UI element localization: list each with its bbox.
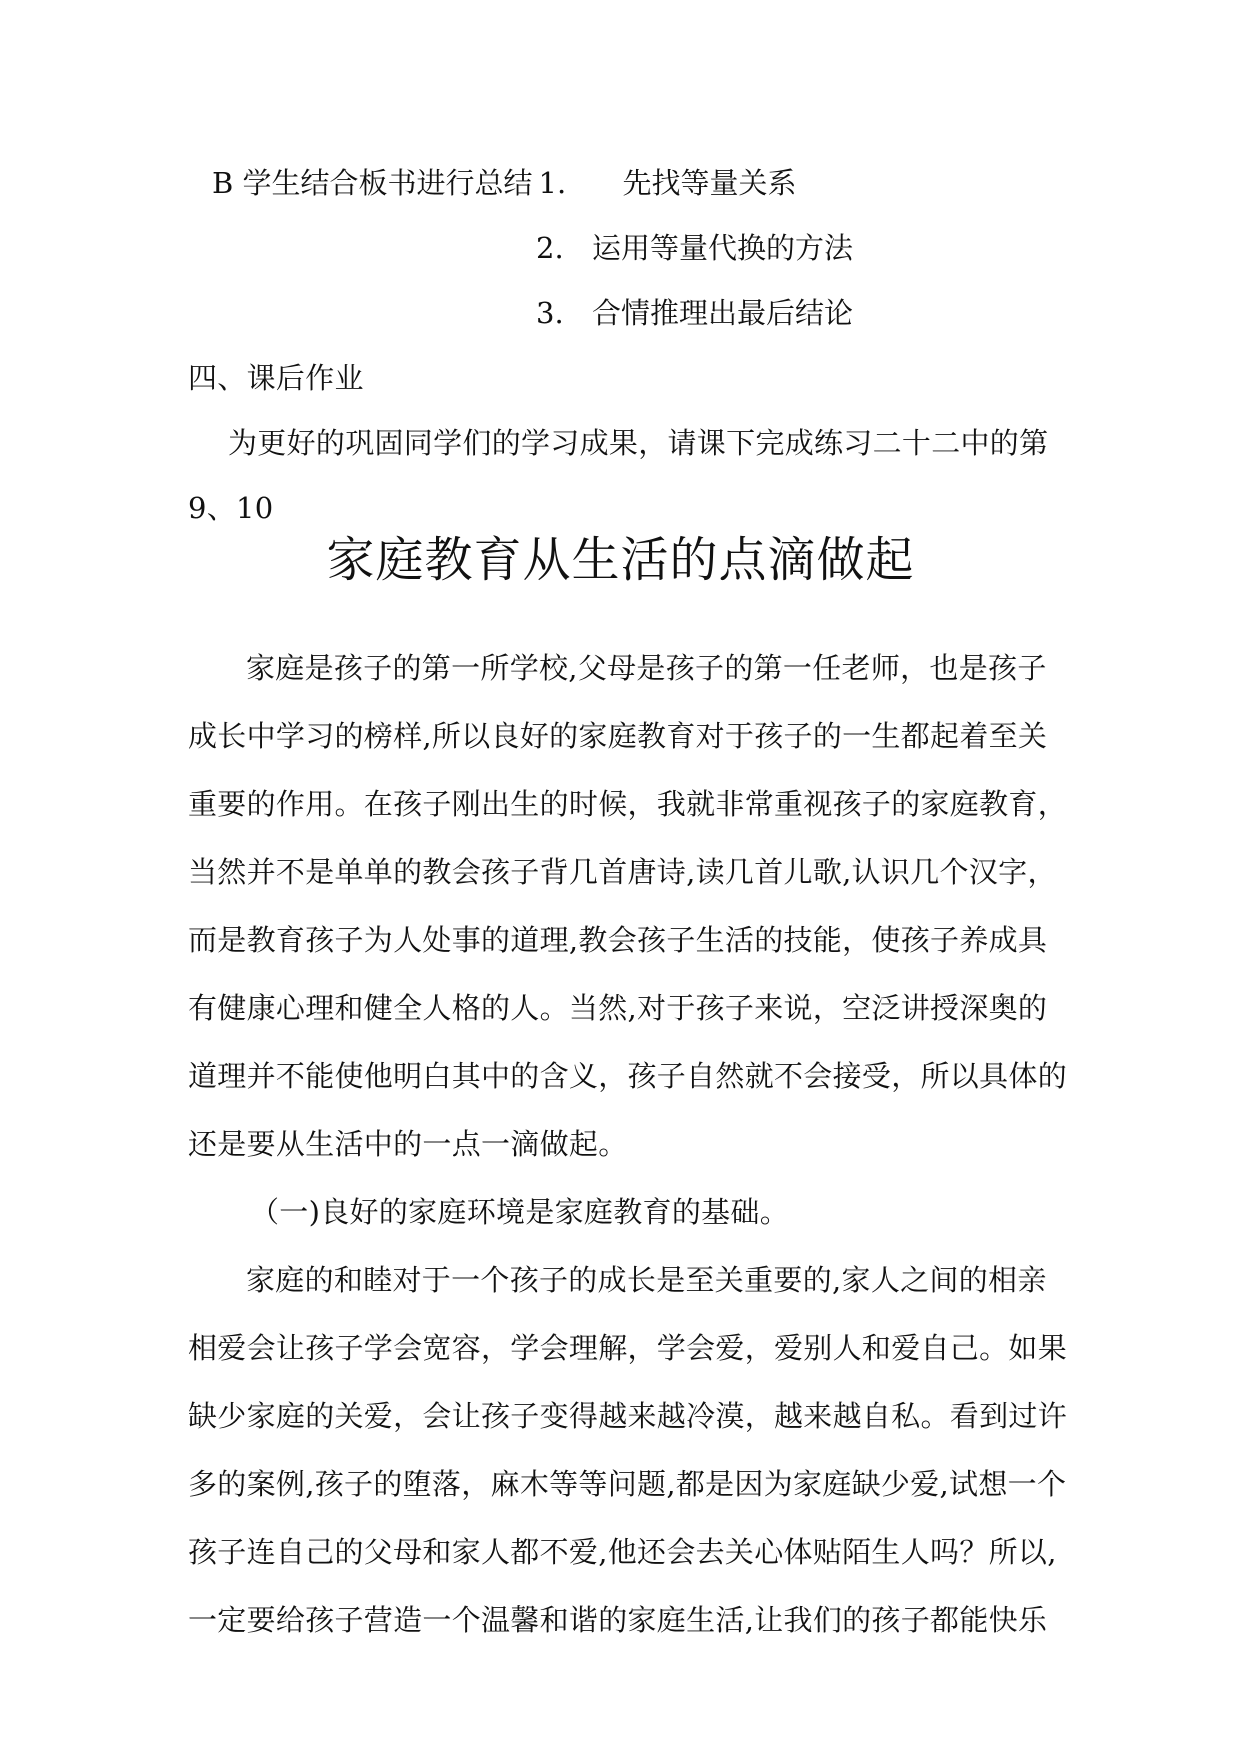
- article-line: 家庭的和睦对于一个孩子的成长是至关重要的,家人之间的相亲: [246, 1263, 1047, 1297]
- homework-line: 9、10: [188, 491, 274, 525]
- article-line: 缺少家庭的关爱，会让孩子变得越来越冷漠，越来越自私。看到过许: [188, 1399, 1068, 1433]
- article-title: 家庭教育从生活的点滴做起: [326, 532, 915, 588]
- section-heading: （一)良好的家庭环境是家庭教育的基础。: [250, 1195, 790, 1229]
- article-line: 有健康心理和健全人格的人。当然,对于孩子来说，空泛讲授深奥的: [188, 991, 1048, 1025]
- article-line: 成长中学习的榜样,所以良好的家庭教育对于孩子的一生都起着至关: [188, 719, 1048, 753]
- summary-item-number: 1.: [538, 166, 567, 200]
- article-line: 孩子连自己的父母和家人都不爱,他还会去关心体贴陌生人吗？所以,: [188, 1535, 1057, 1569]
- homework-line: 为更好的巩固同学们的学习成果，请课下完成练习二十二中的第: [228, 426, 1049, 460]
- summary-row-3: [536, 293, 853, 333]
- summary-row-2: [536, 228, 853, 268]
- summary-row-1: [212, 163, 797, 203]
- article-line: 而是教育孩子为人处事的道理,教会孩子生活的技能，使孩子养成具: [188, 923, 1048, 957]
- summary-item-number: 2.: [536, 231, 564, 265]
- article-line: 家庭是孩子的第一所学校,父母是孩子的第一任老师，也是孩子: [246, 651, 1047, 685]
- summary-item-text: 先找等量关系: [622, 166, 797, 200]
- summary-item-number: 3.: [536, 296, 564, 330]
- article-line: 一定要给孩子营造一个温馨和谐的家庭生活,让我们的孩子都能快乐: [188, 1603, 1048, 1637]
- article-line: 多的案例,孩子的堕落，麻木等等问题,都是因为家庭缺少爱,试想一个: [188, 1467, 1067, 1501]
- summary-lead: B 学生结合板书进行总结: [212, 166, 533, 200]
- article-line: 当然并不是单单的教会孩子背几首唐诗,读几首儿歌,认识几个汉字，: [188, 855, 1057, 889]
- article-line: 相爱会让孩子学会宽容，学会理解，学会爱，爱别人和爱自己。如果: [188, 1331, 1068, 1365]
- article-line: 重要的作用。在孩子刚出生的时候，我就非常重视孩子的家庭教育，: [188, 787, 1068, 821]
- summary-item-text: 运用等量代换的方法: [592, 231, 854, 265]
- article-line: 还是要从生活中的一点一滴做起。: [188, 1127, 628, 1161]
- summary-item-text: 合情推理出最后结论: [592, 296, 854, 330]
- homework-heading: 四、课后作业: [188, 361, 364, 395]
- article-line: 道理并不能使他明白其中的含义，孩子自然就不会接受，所以具体的: [188, 1059, 1068, 1093]
